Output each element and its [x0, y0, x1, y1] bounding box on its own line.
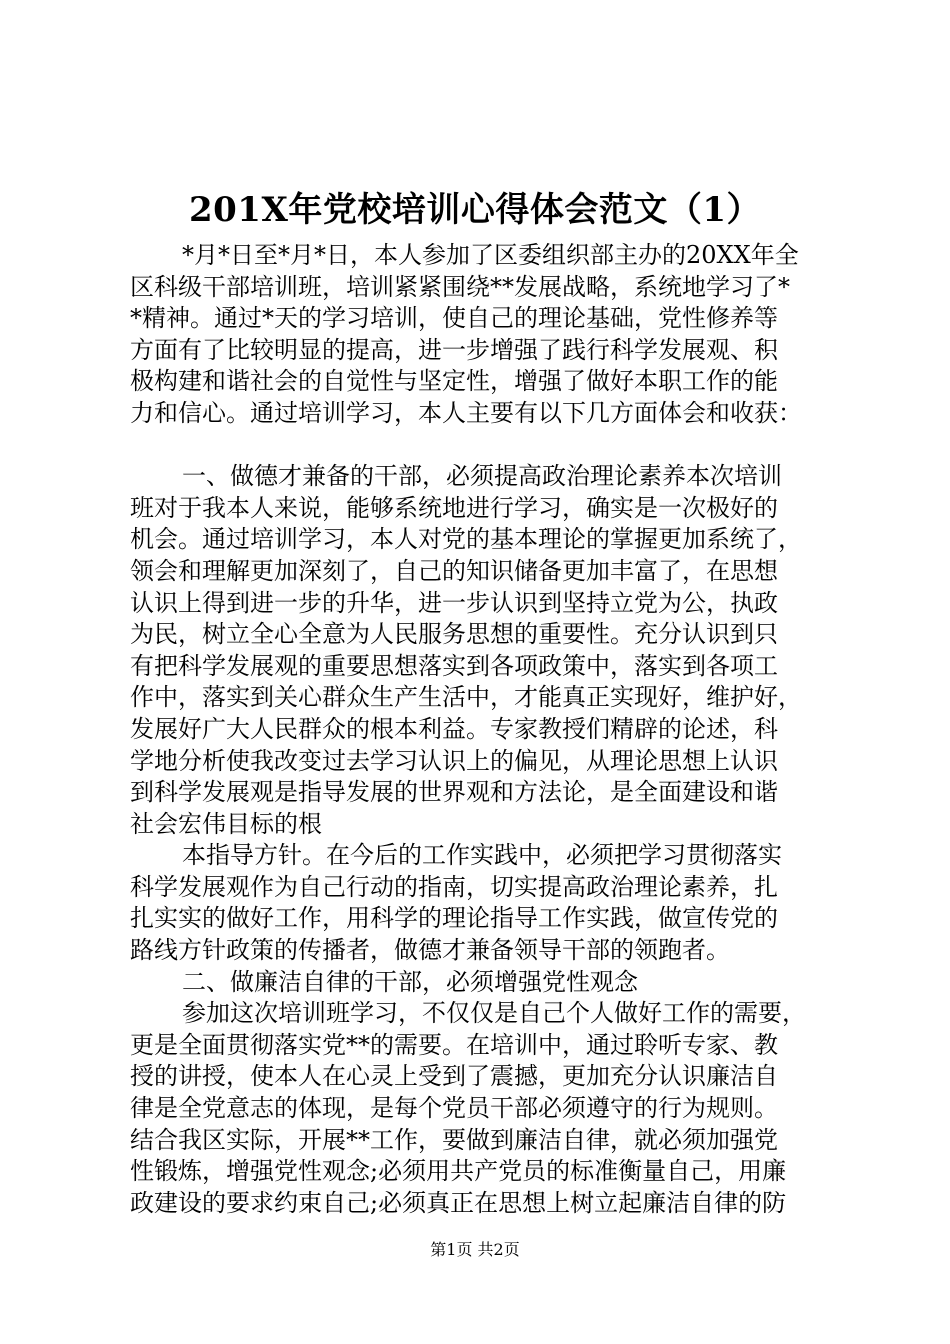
text-line: 区科级干部培训班，培训紧紧围绕**发展战略，系统地学习了*: [130, 272, 790, 301]
text-line: *精神。通过*天的学习培训，使自己的理论基础，党性修养等: [130, 304, 778, 333]
text-line: 发展好广大人民群众的根本利益。专家教授们精辟的论述，科: [130, 714, 778, 743]
text-line: 授的讲授，使本人在心灵上受到了震撼，更加充分认识廉洁自: [130, 1062, 778, 1091]
text-line: 本指导方针。在今后的工作实践中，必须把学习贯彻落实: [182, 841, 782, 870]
text-line: 更是全面贯彻落实党**的需要。在培训中，通过聆听专家、教: [130, 1030, 778, 1059]
text-line: 扎实实的做好工作，用科学的理论指导工作实践，做宣传党的: [130, 904, 778, 933]
text-line: 认识上得到进一步的升华，进一步认识到坚持立党为公，执政: [130, 588, 778, 617]
text-line: 领会和理解更加深刻了，自己的知识储备更加丰富了，在思想: [130, 556, 778, 585]
text-line: 为民，树立全心全意为人民服务思想的重要性。充分认识到只: [130, 620, 778, 649]
text-line: 科学发展观作为自己行动的指南，切实提高政治理论素养，扎: [130, 872, 778, 901]
document-title: 201X年党校培训心得体会范文（1）: [188, 190, 761, 230]
text-line: 极构建和谐社会的自觉性与坚定性，增强了做好本职工作的能: [130, 367, 778, 396]
text-line: 到科学发展观是指导发展的世界观和方法论，是全面建设和谐: [130, 778, 778, 807]
text-line: 社会宏伟目标的根: [130, 809, 322, 838]
text-line: 性锻炼，增强党性观念;必须用共产党员的标准衡量自己，用廉: [130, 1157, 787, 1186]
blank-line: [130, 430, 830, 462]
text-line: 参加这次培训班学习，不仅仅是自己个人做好工作的需要，: [182, 999, 806, 1028]
text-line: 机会。通过培训学习，本人对党的基本理论的掌握更加系统了，: [130, 525, 802, 554]
page-footer: 第1页 共2页: [430, 1240, 520, 1259]
text-line: 律是全党意志的体现，是每个党员干部必须遵守的行为规则。: [130, 1094, 778, 1123]
text-line: 路线方针政策的传播者，做德才兼备领导干部的领跑者。: [130, 936, 730, 965]
text-line: 一、做德才兼备的干部，必须提高政治理论素养本次培训: [182, 462, 782, 491]
text-line: 方面有了比较明显的提高，进一步增强了践行科学发展观、积: [130, 335, 778, 364]
text-line: 作中，落实到关心群众生产生活中，才能真正实现好，维护好，: [130, 683, 802, 712]
text-line: 学地分析使我改变过去学习认识上的偏见，从理论思想上认识: [130, 746, 778, 775]
text-line: 力和信心。通过培训学习，本人主要有以下几方面体会和收获：: [130, 398, 802, 427]
text-line: *月*日至*月*日，本人参加了区委组织部主办的20XX年全: [182, 241, 799, 269]
text-line: 政建设的要求约束自己;必须真正在思想上树立起廉洁自律的防: [130, 1188, 787, 1217]
text-line: 班对于我本人来说，能够系统地进行学习，确实是一次极好的: [130, 493, 778, 522]
document-body: [130, 240, 830, 1219]
text-line: 二、做廉洁自律的干部，必须增强党性观念: [182, 967, 638, 996]
text-line: 有把科学发展观的重要思想落实到各项政策中，落实到各项工: [130, 651, 778, 680]
text-line: 结合我区实际，开展**工作，要做到廉洁自律，就必须加强党: [130, 1125, 778, 1154]
